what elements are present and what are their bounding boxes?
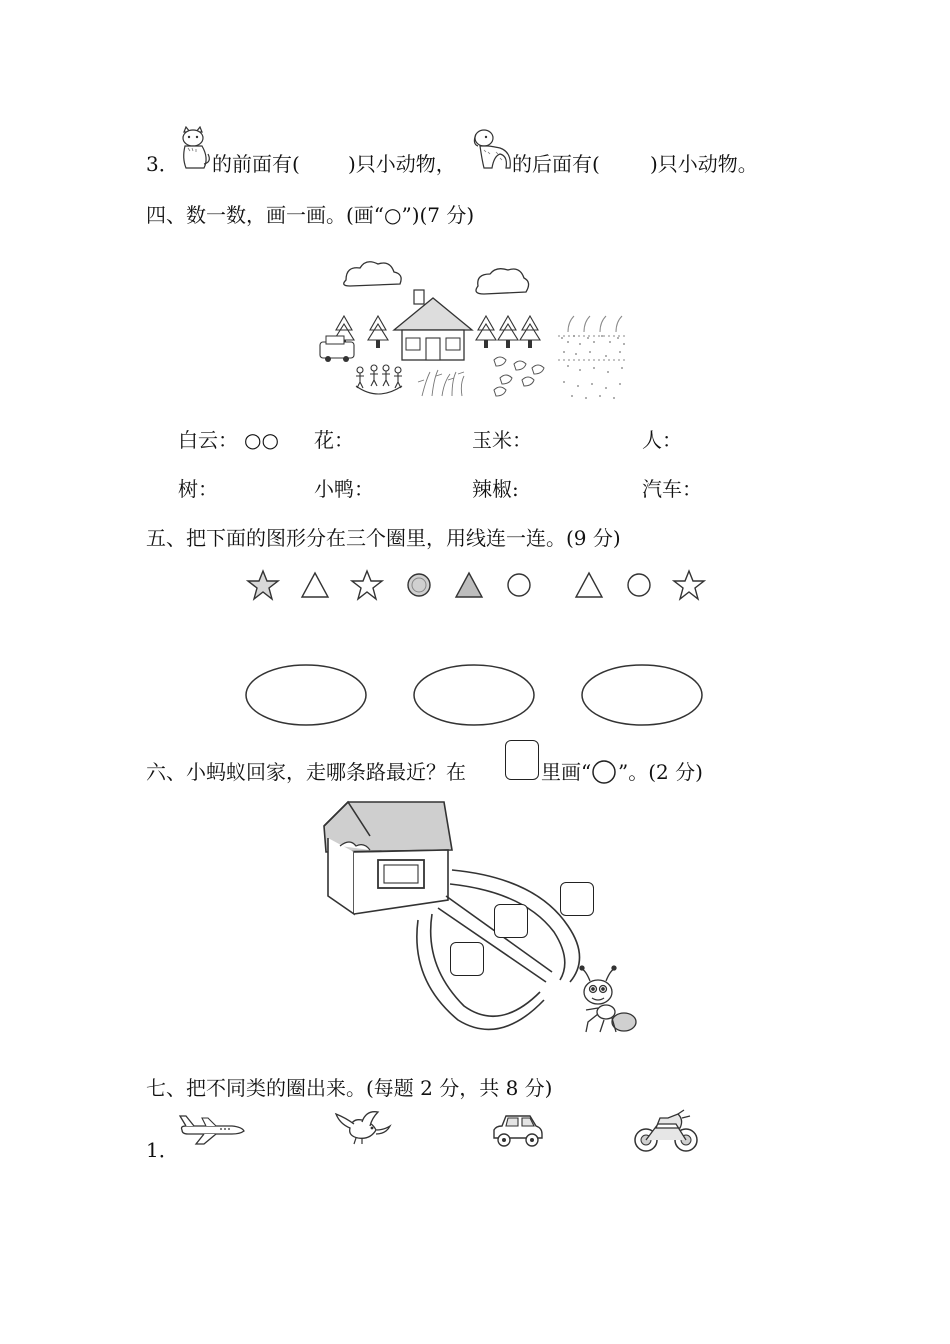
shapes-row xyxy=(246,568,716,604)
question-3-mid-text: )只小动物， xyxy=(348,152,456,176)
circle-icon[interactable] xyxy=(502,568,536,602)
circle-icon[interactable] xyxy=(622,568,656,602)
count-label-peppers: 辣椒: xyxy=(472,477,519,501)
section-7-question-1-number: 1． xyxy=(146,1138,179,1162)
count-label-cars: 汽车： xyxy=(642,477,702,501)
section-6-title-part-3: ”。(2 分) xyxy=(618,760,703,784)
triangle-icon[interactable] xyxy=(298,568,332,602)
car-icon[interactable] xyxy=(490,1110,546,1150)
question-3-back-text: 的后面有( xyxy=(512,152,600,176)
answer-box-middle-path[interactable] xyxy=(494,904,528,938)
section-6-title-part-2: 里画“ xyxy=(541,760,592,784)
circle-mark-icon xyxy=(590,758,618,786)
count-label-people: 人： xyxy=(642,428,682,452)
count-label-trees: 树： xyxy=(178,477,218,501)
star-icon[interactable] xyxy=(246,568,280,602)
house-and-paths xyxy=(314,796,654,1060)
counting-scene-illustration xyxy=(318,256,638,402)
cat-icon xyxy=(176,126,212,172)
circle-icon[interactable] xyxy=(402,568,436,602)
answer-box-top-path[interactable] xyxy=(560,882,594,916)
triangle-icon[interactable] xyxy=(572,568,606,602)
section-5-title: 五、把下面的图形分在三个圈里，用线连一连。(9 分) xyxy=(146,526,621,550)
question-3-number: 3． xyxy=(146,152,179,176)
sorting-circle-3[interactable] xyxy=(580,663,704,727)
section-7-title: 七、把不同类的圈出来。(每题 2 分，共 8 分) xyxy=(146,1076,553,1100)
section-4-title: 四、数一数，画一画。(画“○”)(7 分) xyxy=(146,203,475,227)
question-3-end-text: )只小动物。 xyxy=(650,152,758,176)
ant-path-illustration xyxy=(314,796,654,1060)
section-6-title-part-1: 六、小蚂蚁回家，走哪条路最近？在 xyxy=(146,760,466,784)
bird-icon[interactable] xyxy=(332,1108,394,1148)
count-label-corn: 玉米： xyxy=(472,428,532,452)
motorcycle-icon[interactable] xyxy=(632,1106,700,1154)
question-3-front-text: 的前面有( xyxy=(212,152,300,176)
star-icon[interactable] xyxy=(350,568,384,602)
count-label-flowers: 花： xyxy=(314,428,354,452)
star-icon[interactable] xyxy=(672,568,706,602)
airplane-icon[interactable] xyxy=(176,1110,248,1146)
count-label-clouds: 白云： xyxy=(178,428,238,452)
answer-box-bottom-path[interactable] xyxy=(450,942,484,976)
dog-icon xyxy=(470,126,512,172)
count-answer-clouds[interactable]: ○○ xyxy=(244,428,279,452)
answer-box-icon xyxy=(505,740,539,780)
count-label-ducks: 小鸭： xyxy=(314,477,374,501)
triangle-icon[interactable] xyxy=(452,568,486,602)
sorting-circle-1[interactable] xyxy=(244,663,368,727)
sorting-circle-2[interactable] xyxy=(412,663,536,727)
